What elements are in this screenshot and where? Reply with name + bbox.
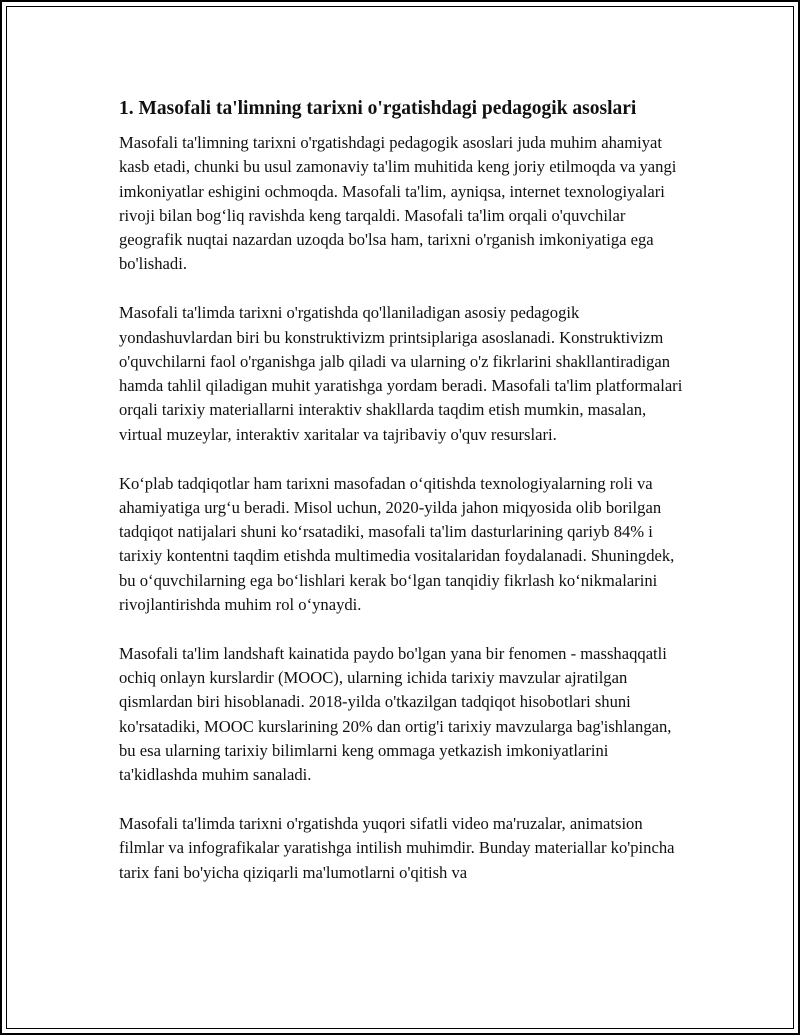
paragraph-1: Masofali ta'limning tarixni o'rgatishdagi pedagogik asoslari juda muhim ahamiyat kasb etadi, chunki bu usul zamonaviy ta'lim muhitida keng joriy etilmoqda va yangi imkoniyatlar eshigini ochmoqda. Masofali ta'lim, ayniqsa, internet texnologiyalari rivoji bilan bog‘liq ravishda keng tarqaldi. Masofali ta'lim orqali o'quvchilar geografik nuqtai nazardan uzoqda bo'lsa ham, tarixni o'rganish imkoniyatiga ega bo'lishadi. <box>119 133 677 274</box>
paragraph-2: Masofali ta'limda tarixni o'rgatishda qo'llaniladigan asosiy pedagogik yondashuvlardan biri bu konstruktivizm printsiplariga asoslanadi. Konstruktivizm o'quvchilarni faol o'rganishga jalb qiladi va ularning o'z fikrlarini shakllantiradigan hamda tahlil qiladigan muhit yaratishga yordam beradi. Masofali ta'lim platformalari orqali tarixiy materiallarni interaktiv shakllarda taqdim etish mumkin, masalan, virtual muzeylar, interaktiv xaritalar va tajribaviy o'quv resurslari. <box>119 303 683 444</box>
paragraph-5: Masofali ta'limda tarixni o'rgatishda yuqori sifatli video ma'ruzalar, animatsion filmlar va infografikalar yaratishga intilish muhimdir. Bunday materiallar ko'pincha tarix fani bo'yicha qiziqarli ma'lumotlarni o'qitish va <box>119 814 675 882</box>
document-content <box>119 97 689 910</box>
paragraph-3: Ko‘plab tadqiqotlar ham tarixni masofadan o‘qitishda texnologiyalarning roli va ahamiyatiga urg‘u beradi. Misol uchun, 2020-yilda jahon miqyosida olib borilgan tadqiqot natijalari shuni ko‘rsatadiki, masofali ta'lim dasturlarining qariyb 84% i tarixiy kontentni taqdim etishda multimedia vositalaridan foydalanadi. Shuningdek, bu o‘quvchilarning ega bo‘lishlari kerak bo‘lgan tanqidiy fikrlash ko‘nikmalarini rivojlantirishda muhim rol o‘ynaydi. <box>119 473 675 615</box>
section-heading: 1. Masofali ta'limning tarixni o'rgatishdagi pedagogik asoslari <box>119 98 637 119</box>
paragraph-4: Masofali ta'lim landshaft kainatida paydo bo'lgan yana bir fenomen - masshaqqatli ochiq onlayn kurslardir (MOOC), ularning ichida tarixiy mavzular ajratilgan qismlardan biri hisoblanadi. 2018-yilda o'tkazilgan tadqiqot hisobotlari shuni ko'rsatadiki, MOOC kurslarining 20% dan ortig'i tarixiy mavzularga bag'ishlangan, bu esa ularning tarixiy bilimlarni keng ommaga yetkazish imkoniyatlarini ta'kidlashda muhim sanaladi. <box>119 643 672 785</box>
